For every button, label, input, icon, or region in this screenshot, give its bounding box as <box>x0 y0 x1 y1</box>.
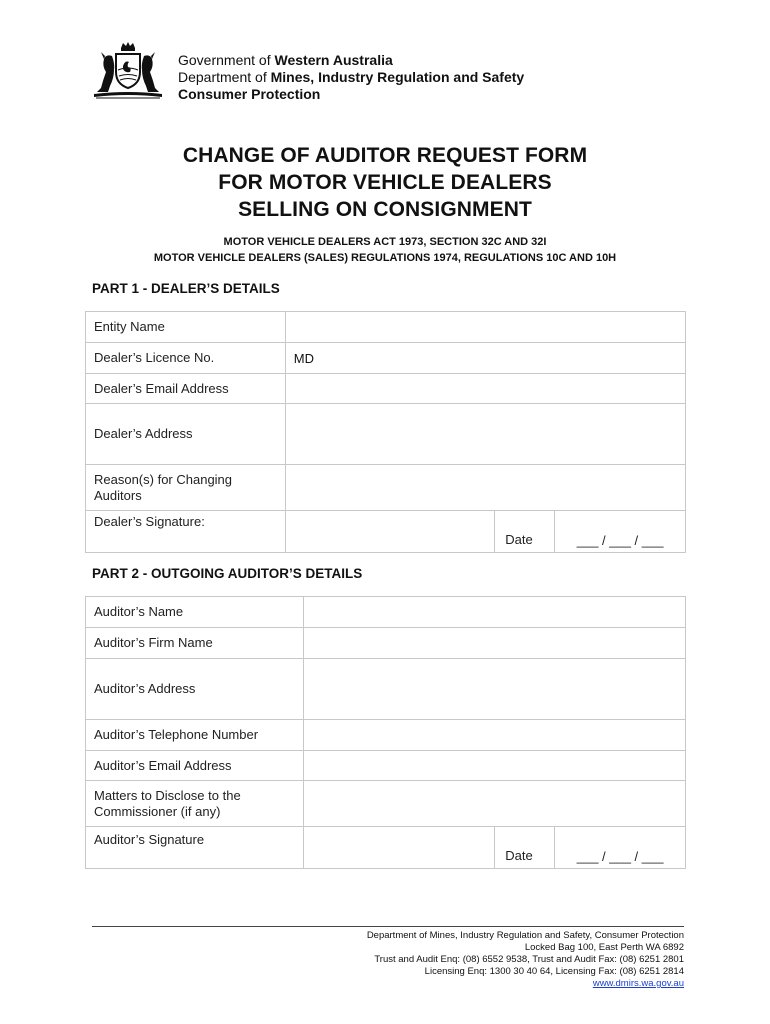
table-row <box>86 597 686 628</box>
table-row <box>86 511 686 553</box>
dealer-details-table <box>85 311 686 553</box>
table-row <box>86 751 686 781</box>
division-line: Consumer Protection <box>178 86 321 102</box>
auditor-name-field[interactable] <box>303 597 685 628</box>
dealer-email-label: Dealer’s Email Address <box>86 374 286 404</box>
auditor-address-label: Auditor’s Address <box>86 659 304 720</box>
letterhead-text <box>178 52 524 103</box>
auditor-name-label: Auditor’s Name <box>86 597 304 628</box>
dealer-date-label: Date <box>495 511 555 553</box>
table-row <box>86 465 686 511</box>
auditor-phone-label: Auditor’s Telephone Number <box>86 720 304 751</box>
letterhead <box>92 42 612 102</box>
matters-field[interactable] <box>303 781 685 827</box>
part1-heading: PART 1 - DEALER’S DETAILS <box>92 281 280 296</box>
website-link[interactable]: www.dmirs.wa.gov.au <box>592 978 684 989</box>
wa-coat-of-arms-icon <box>92 42 164 100</box>
auditor-details-table <box>85 596 686 869</box>
auditor-firm-label: Auditor’s Firm Name <box>86 628 304 659</box>
auditor-address-field[interactable] <box>303 659 685 720</box>
dealer-address-label: Dealer’s Address <box>86 404 286 465</box>
table-row <box>86 343 686 374</box>
auditor-firm-field[interactable] <box>303 628 685 659</box>
dealer-email-field[interactable] <box>285 374 685 404</box>
table-row <box>86 827 686 869</box>
dealer-signature-field[interactable] <box>285 511 495 553</box>
entity-name-field[interactable] <box>285 312 685 343</box>
licence-number-label: Dealer’s Licence No. <box>86 343 286 374</box>
auditor-email-label: Auditor’s Email Address <box>86 751 304 781</box>
licence-number-field[interactable]: MD <box>285 343 685 374</box>
footer-divider <box>92 926 684 927</box>
part2-heading: PART 2 - OUTGOING AUDITOR’S DETAILS <box>92 566 363 581</box>
table-row <box>86 720 686 751</box>
dealer-address-field[interactable] <box>285 404 685 465</box>
department-line: Department of Mines, Industry Regulation and Safety <box>178 69 525 85</box>
reason-field[interactable] <box>285 465 685 511</box>
table-row <box>86 659 686 720</box>
form-title: CHANGE OF AUDITOR REQUEST FORM FOR MOTOR VEHICLE DEALERS SELLING ON CONSIGNMENT <box>182 144 588 221</box>
matters-label: Matters to Disclose to the Commissioner (if any) <box>86 781 304 827</box>
dealer-date-field[interactable]: ___ / ___ / ___ <box>555 511 686 553</box>
legislation-reference: MOTOR VEHICLE DEALERS ACT 1973, SECTION 32C AND 32I MOTOR VEHICLE DEALERS (SALES) REGULATIONS 1974, REGULATIONS 10C AND 10H <box>153 236 617 264</box>
table-row <box>86 781 686 827</box>
auditor-email-field[interactable] <box>303 751 685 781</box>
auditor-date-label: Date <box>495 827 555 869</box>
government-line: Government of Western Australia <box>178 52 393 68</box>
auditor-phone-field[interactable] <box>303 720 685 751</box>
table-row <box>86 628 686 659</box>
auditor-signature-field[interactable] <box>303 827 495 869</box>
entity-name-label: Entity Name <box>86 312 286 343</box>
auditor-date-field[interactable]: ___ / ___ / ___ <box>555 827 686 869</box>
auditor-signature-label: Auditor’s Signature <box>86 827 304 869</box>
table-row <box>86 312 686 343</box>
dealer-signature-label: Dealer’s Signature: <box>86 511 286 553</box>
reason-label: Reason(s) for Changing Auditors <box>86 465 286 511</box>
footer-contact: Department of Mines, Industry Regulation and Safety, Consumer Protection Locked Bag 100, East Perth WA 6892 Trust and Audit Enq: (08) 6552 9538, Trust and Audit Fax: (08) 6251 2801 Licensing Enq: 1300 30 40 64, Licensing Fax: (08) 6251 2814 www.dmirs.wa.gov.au <box>366 930 684 989</box>
table-row <box>86 404 686 465</box>
table-row <box>86 374 686 404</box>
